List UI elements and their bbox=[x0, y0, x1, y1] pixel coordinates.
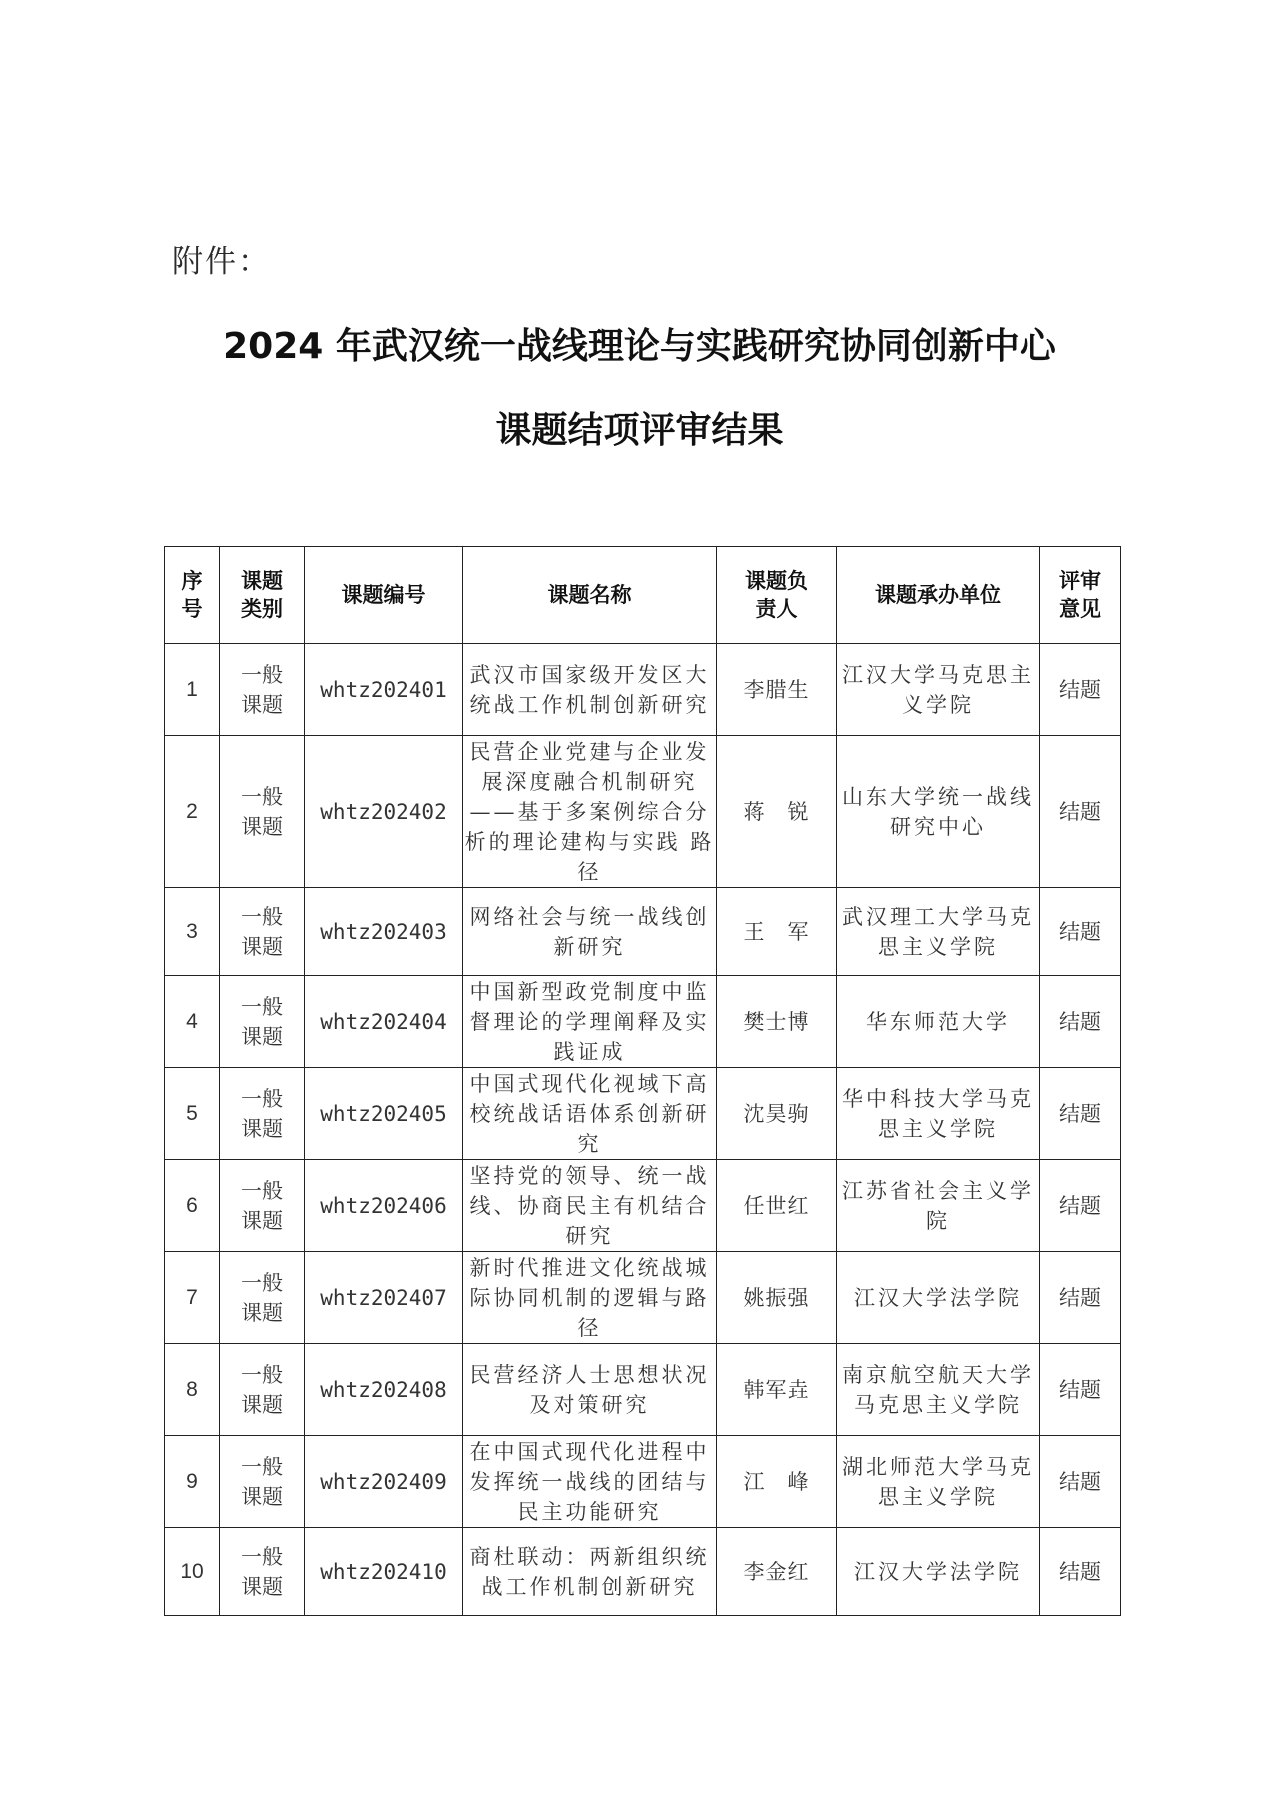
row-index: 5 bbox=[165, 1068, 220, 1160]
row-unit: 武汉理工大学马克思主义学院 bbox=[837, 888, 1040, 976]
row-title: 中国新型政党制度中监督理论的学理阐释及实践证成 bbox=[463, 976, 717, 1068]
table-row bbox=[165, 1528, 1121, 1616]
table-row bbox=[165, 1160, 1121, 1252]
row-unit: 南京航空航天大学马克思主义学院 bbox=[837, 1344, 1040, 1436]
table-body bbox=[165, 644, 1121, 1616]
row-index: 10 bbox=[165, 1528, 220, 1616]
row-title: 新时代推进文化统战城际协同机制的逻辑与路径 bbox=[463, 1252, 717, 1344]
row-title: 坚持党的领导、统一战线、协商民主有机结合研究 bbox=[463, 1160, 717, 1252]
row-category: 一般课题 bbox=[220, 736, 305, 888]
row-category: 一般课题 bbox=[220, 1344, 305, 1436]
row-code: whtz202401 bbox=[305, 644, 463, 736]
row-opinion: 结题 bbox=[1040, 1528, 1121, 1616]
table-row bbox=[165, 644, 1121, 736]
row-category: 一般课题 bbox=[220, 1252, 305, 1344]
row-index: 3 bbox=[165, 888, 220, 976]
row-index: 7 bbox=[165, 1252, 220, 1344]
row-code: whtz202406 bbox=[305, 1160, 463, 1252]
header-row bbox=[165, 547, 1121, 644]
header-opinion: 评审意见 bbox=[1040, 547, 1121, 644]
table-row bbox=[165, 1436, 1121, 1528]
header-code: 课题编号 bbox=[305, 547, 463, 644]
row-category: 一般课题 bbox=[220, 1528, 305, 1616]
header-title: 课题名称 bbox=[463, 547, 717, 644]
row-category: 一般课题 bbox=[220, 1068, 305, 1160]
table-row bbox=[165, 976, 1121, 1068]
row-leader: 李金红 bbox=[717, 1528, 837, 1616]
page-title: 2024 年武汉统一战线理论与实践研究协同创新中心 bbox=[223, 326, 1056, 367]
results-table bbox=[164, 546, 1121, 1616]
row-code: whtz202407 bbox=[305, 1252, 463, 1344]
row-title: 武汉市国家级开发区大统战工作机制创新研究 bbox=[463, 644, 717, 736]
row-opinion: 结题 bbox=[1040, 1344, 1121, 1436]
row-category: 一般课题 bbox=[220, 888, 305, 976]
table-row bbox=[165, 888, 1121, 976]
row-leader: 姚振强 bbox=[717, 1252, 837, 1344]
row-code: whtz202410 bbox=[305, 1528, 463, 1616]
row-category: 一般课题 bbox=[220, 644, 305, 736]
row-opinion: 结题 bbox=[1040, 1068, 1121, 1160]
row-leader: 任世红 bbox=[717, 1160, 837, 1252]
row-title: 民营经济人士思想状况及对策研究 bbox=[463, 1344, 717, 1436]
row-leader: 韩军垚 bbox=[717, 1344, 837, 1436]
row-index: 9 bbox=[165, 1436, 220, 1528]
row-index: 2 bbox=[165, 736, 220, 888]
row-index: 6 bbox=[165, 1160, 220, 1252]
row-opinion: 结题 bbox=[1040, 736, 1121, 888]
row-title: 网络社会与统一战线创新研究 bbox=[463, 888, 717, 976]
table-row bbox=[165, 736, 1121, 888]
header-index: 序号 bbox=[165, 547, 220, 644]
table-row bbox=[165, 1068, 1121, 1160]
row-title: 商杜联动：两新组织统战工作机制创新研究 bbox=[463, 1528, 717, 1616]
row-category: 一般课题 bbox=[220, 1160, 305, 1252]
table-row bbox=[165, 1252, 1121, 1344]
row-unit: 江汉大学马克思主义学院 bbox=[837, 644, 1040, 736]
row-opinion: 结题 bbox=[1040, 1252, 1121, 1344]
row-title: 中国式现代化视域下高校统战话语体系创新研究 bbox=[463, 1068, 717, 1160]
row-code: whtz202409 bbox=[305, 1436, 463, 1528]
row-leader: 李腊生 bbox=[717, 644, 837, 736]
row-opinion: 结题 bbox=[1040, 644, 1121, 736]
row-leader: 樊士博 bbox=[717, 976, 837, 1068]
row-code: whtz202403 bbox=[305, 888, 463, 976]
header-unit: 课题承办单位 bbox=[837, 547, 1040, 644]
row-category: 一般课题 bbox=[220, 976, 305, 1068]
row-unit: 华中科技大学马克思主义学院 bbox=[837, 1068, 1040, 1160]
row-title: 民营企业党建与企业发展深度融合机制研究——基于多案例综合分析的理论建构与实践 路径 bbox=[463, 736, 717, 888]
row-unit: 华东师范大学 bbox=[837, 976, 1040, 1068]
row-unit: 江汉大学法学院 bbox=[837, 1252, 1040, 1344]
row-unit: 江汉大学法学院 bbox=[837, 1528, 1040, 1616]
header-category: 课题类别 bbox=[220, 547, 305, 644]
row-leader: 江 峰 bbox=[717, 1436, 837, 1528]
row-unit: 山东大学统一战线研究中心 bbox=[837, 736, 1040, 888]
row-title: 在中国式现代化进程中发挥统一战线的团结与民主功能研究 bbox=[463, 1436, 717, 1528]
row-index: 4 bbox=[165, 976, 220, 1068]
row-index: 8 bbox=[165, 1344, 220, 1436]
row-leader: 蒋 锐 bbox=[717, 736, 837, 888]
row-code: whtz202404 bbox=[305, 976, 463, 1068]
row-opinion: 结题 bbox=[1040, 888, 1121, 976]
row-leader: 沈昊驹 bbox=[717, 1068, 837, 1160]
row-code: whtz202405 bbox=[305, 1068, 463, 1160]
row-opinion: 结题 bbox=[1040, 1436, 1121, 1528]
page-subtitle: 课题结项评审结果 bbox=[495, 410, 784, 451]
attachment-label: 附件： bbox=[172, 244, 271, 280]
row-unit: 湖北师范大学马克思主义学院 bbox=[837, 1436, 1040, 1528]
row-opinion: 结题 bbox=[1040, 1160, 1121, 1252]
row-code: whtz202408 bbox=[305, 1344, 463, 1436]
row-code: whtz202402 bbox=[305, 736, 463, 888]
header-leader: 课题负责人 bbox=[717, 547, 837, 644]
table-row bbox=[165, 1344, 1121, 1436]
row-category: 一般课题 bbox=[220, 1436, 305, 1528]
row-index: 1 bbox=[165, 644, 220, 736]
row-leader: 王 军 bbox=[717, 888, 837, 976]
row-opinion: 结题 bbox=[1040, 976, 1121, 1068]
row-unit: 江苏省社会主义学院 bbox=[837, 1160, 1040, 1252]
